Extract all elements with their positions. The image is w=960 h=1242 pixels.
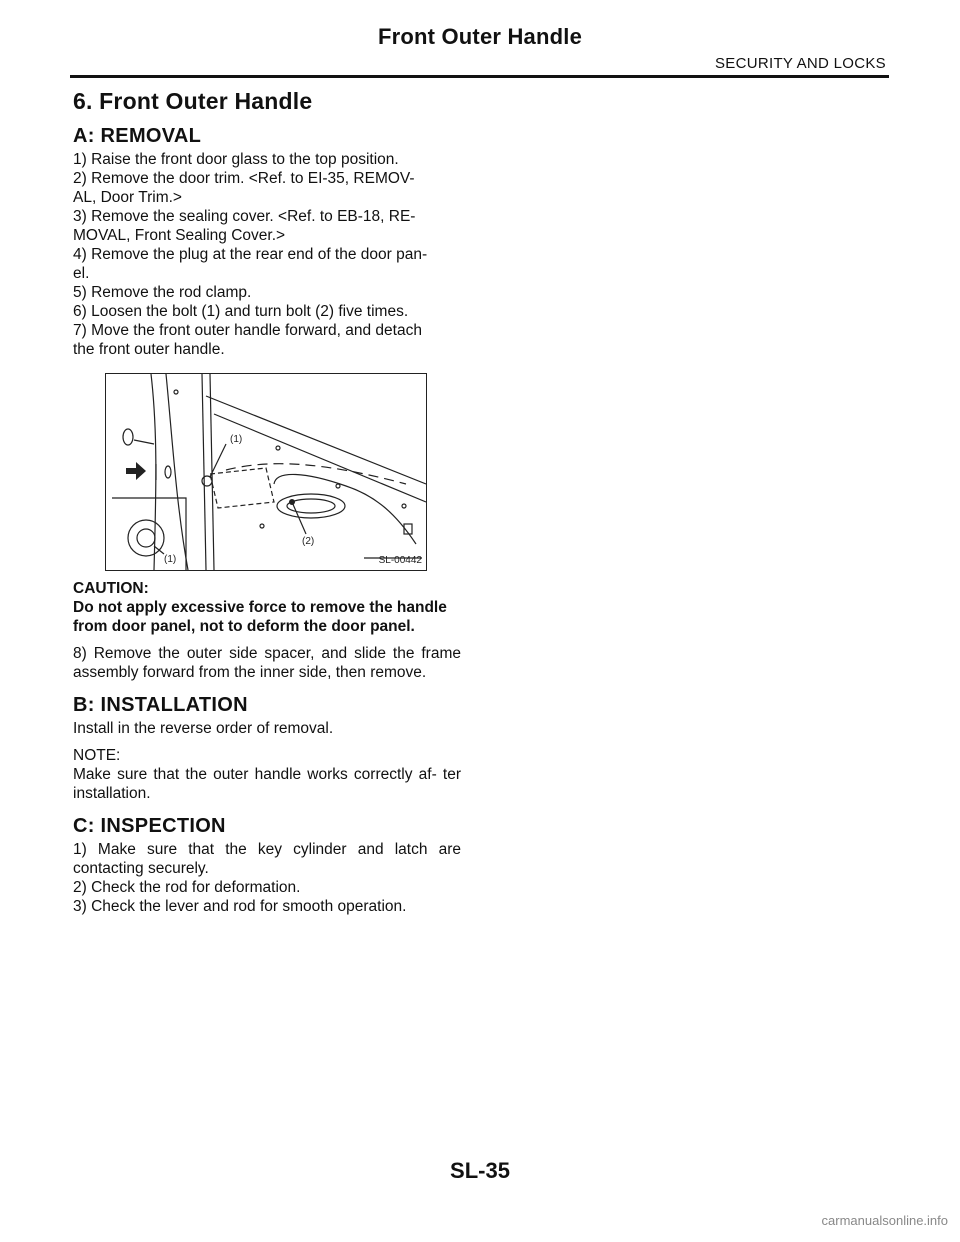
handle-illustration bbox=[105, 373, 427, 571]
note-title: NOTE: bbox=[73, 747, 121, 764]
inspection-step: 1) Make sure that the key cylinder and latch are contacting securely. bbox=[73, 841, 461, 877]
page-header-section: SECURITY AND LOCKS bbox=[714, 55, 886, 72]
removal-step: 5) Remove the rod clamp. bbox=[73, 284, 252, 301]
removal-step-8: 8) Remove the outer side spacer, and slide the frame assembly forward from the inner side, then remove. bbox=[73, 645, 461, 681]
removal-step: 7) Move the front outer handle forward, and detach bbox=[73, 322, 422, 339]
main-content bbox=[73, 88, 461, 916]
page-number: SL-35 bbox=[450, 1158, 510, 1183]
inspection-step: 2) Check the rod for deformation. bbox=[73, 879, 301, 896]
removal-step: 3) Remove the sealing cover. <Ref. to EB-18, RE- bbox=[73, 208, 416, 225]
section-title: 6. Front Outer Handle bbox=[73, 88, 313, 114]
removal-step: MOVAL, Front Sealing Cover.> bbox=[73, 227, 286, 244]
removal-step: el. bbox=[73, 265, 90, 282]
removal-step: 2) Remove the door trim. <Ref. to EI-35, REMOV- bbox=[73, 170, 415, 187]
page-header-title: Front Outer Handle bbox=[377, 24, 583, 49]
figure-label: (2) bbox=[302, 536, 315, 547]
inspection-step: 3) Check the lever and rod for smooth operation. bbox=[73, 898, 407, 915]
removal-step: 1) Raise the front door glass to the top position. bbox=[73, 151, 399, 168]
installation-text: Install in the reverse order of removal. bbox=[73, 720, 334, 737]
removal-step: 4) Remove the plug at the rear end of the door pan- bbox=[73, 246, 428, 263]
figure-label: (1) bbox=[230, 434, 243, 445]
inspection-heading: C: INSPECTION bbox=[73, 815, 226, 837]
watermark: carmanualsonline.info bbox=[821, 1213, 948, 1228]
caution-text: Do not apply excessive force to remove the handle from door panel, not to deform the door panel. bbox=[73, 599, 447, 635]
figure-code: SL-00442 bbox=[378, 555, 422, 566]
removal-step: AL, Door Trim.> bbox=[73, 189, 182, 206]
removal-step: 6) Loosen the bolt (1) and turn bolt (2) five times. bbox=[73, 303, 409, 320]
figure-label: (1) bbox=[164, 554, 177, 565]
removal-steps bbox=[73, 150, 461, 359]
header-rule bbox=[70, 75, 889, 78]
removal-heading: A: REMOVAL bbox=[73, 125, 202, 147]
removal-step: the front outer handle. bbox=[73, 341, 225, 358]
caution-title: CAUTION: bbox=[73, 580, 149, 597]
installation-heading: B: INSTALLATION bbox=[73, 694, 248, 716]
door-panel-drawing bbox=[106, 374, 426, 570]
note-text: Make sure that the outer handle works correctly af- ter installation. bbox=[73, 766, 461, 802]
